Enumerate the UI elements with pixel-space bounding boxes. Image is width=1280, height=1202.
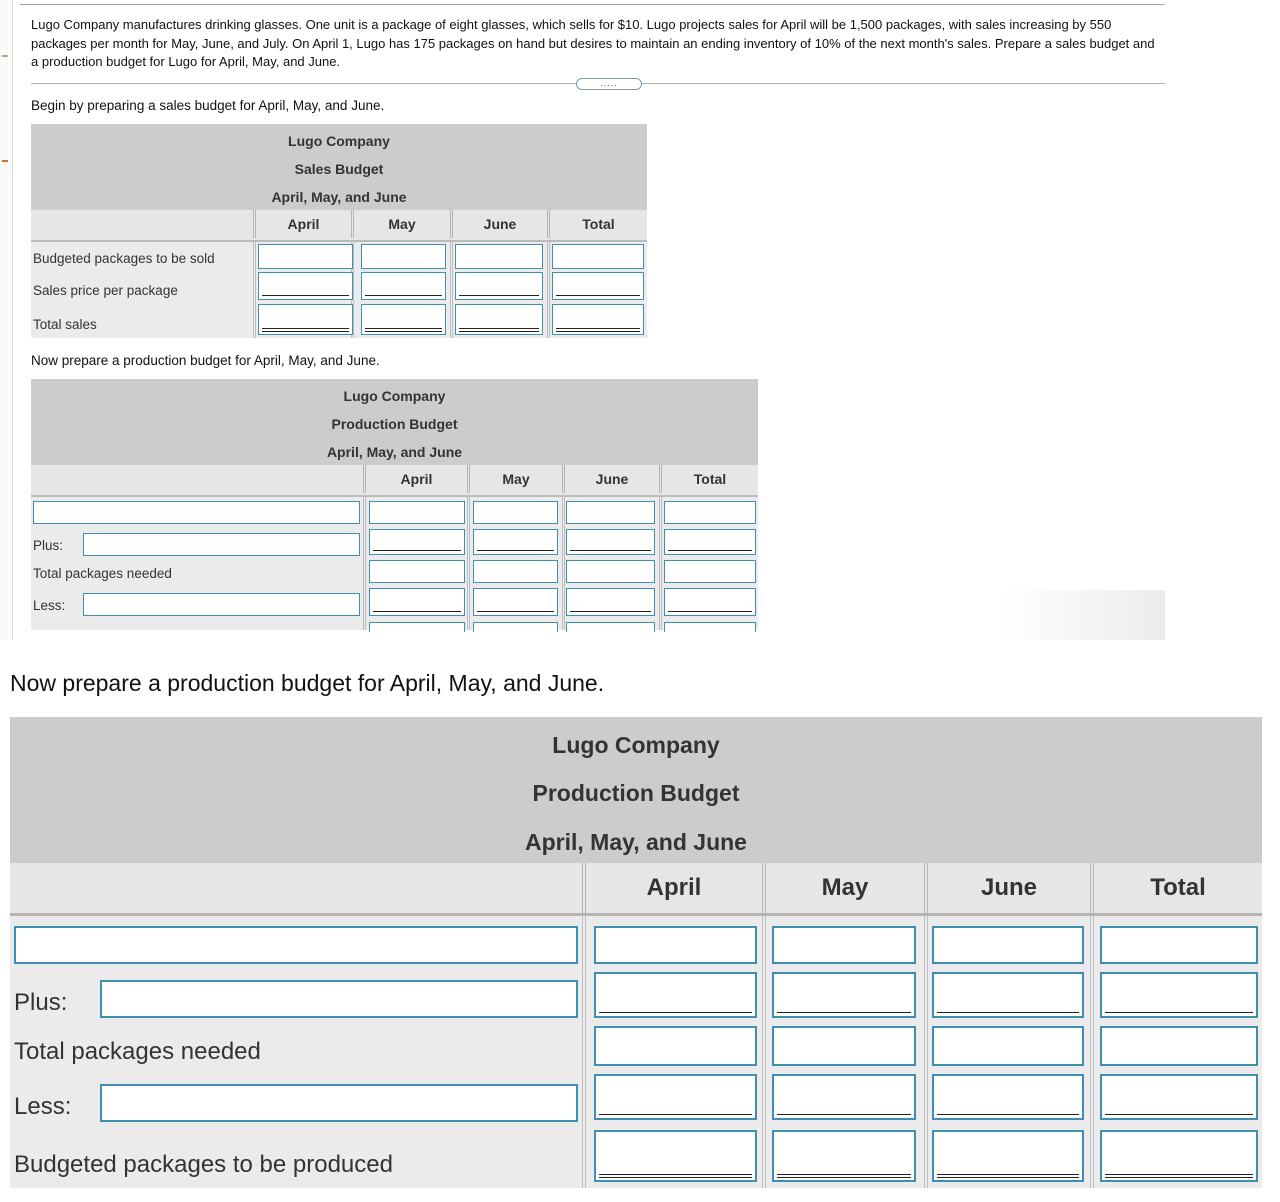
- row-label-total-sales: Total sales: [33, 317, 97, 332]
- divider: [253, 242, 256, 338]
- sales-total-price-input[interactable]: [552, 272, 644, 300]
- production-large-april-r3[interactable]: [594, 1026, 757, 1066]
- production-large-total-needed-label: Total packages needed: [14, 1038, 261, 1065]
- production-large-col-april: April: [582, 863, 762, 913]
- fade-overlay: [1000, 590, 1165, 640]
- problem-statement: Lugo Company manufactures drinking glasses. One unit is a package of eight glasses, which sells for $10. Lugo projects sales for April will be 1,500 packages, with sales increasing by 550 packages per month for May, June, and July. On April 1, Lugo has 175 packages on hand but desires to maintain an ending inventory of 10% of the next month's sales. Prepare a sales budget and a production budget for Lugo for April, May, and June.: [31, 17, 1155, 69]
- production-large-total-r5[interactable]: [1100, 1130, 1258, 1182]
- sales-april-total-input[interactable]: [258, 304, 353, 335]
- production-large-label-input-1[interactable]: [14, 926, 578, 964]
- production-large-may-r1[interactable]: [772, 926, 916, 964]
- production-small-plus-input[interactable]: [83, 533, 360, 556]
- left-margin-strip: [0, 0, 13, 640]
- production-small-june-r5[interactable]: [566, 622, 655, 632]
- production-large-header: [10, 717, 1262, 863]
- row-label-sales-price: Sales price per package: [33, 283, 178, 298]
- production-instruction-large: Now prepare a production budget for April, May, and June.: [10, 670, 605, 696]
- sales-june-total-input[interactable]: [455, 304, 543, 335]
- production-small-company: Lugo Company: [343, 388, 446, 404]
- production-large-may-r2[interactable]: [772, 972, 916, 1018]
- production-small-april-r4[interactable]: [369, 588, 465, 616]
- production-small-less-input[interactable]: [83, 593, 360, 616]
- sales-april-price-input[interactable]: [258, 272, 353, 300]
- production-small-may-r4[interactable]: [473, 588, 558, 616]
- production-small-period: April, May, and June: [326, 444, 463, 460]
- production-small-less-label: Less:: [33, 598, 66, 613]
- production-large-produced-label: Budgeted packages to be produced: [14, 1151, 393, 1178]
- divider: [562, 497, 565, 630]
- production-large-april-r5[interactable]: [594, 1130, 757, 1182]
- divider: [762, 916, 766, 1188]
- production-large-june-r3[interactable]: [932, 1026, 1084, 1066]
- production-large-title: Production Budget: [532, 780, 740, 806]
- production-small-june-r4[interactable]: [566, 588, 655, 616]
- production-large-total-r1[interactable]: [1100, 926, 1258, 964]
- production-large-col-june: June: [924, 863, 1090, 913]
- production-small-may-r3[interactable]: [473, 560, 558, 583]
- divider: [450, 242, 453, 338]
- sales-column-header-row: [31, 210, 647, 242]
- sales-april-packages-input[interactable]: [258, 244, 353, 269]
- production-small-total-r4[interactable]: [664, 588, 756, 616]
- sales-col-april: April: [253, 210, 351, 238]
- sales-total-packages-input[interactable]: [552, 244, 644, 269]
- sales-col-total: Total: [547, 210, 647, 238]
- production-small-col-june: June: [562, 465, 659, 493]
- production-small-column-header-row: [31, 465, 758, 497]
- production-small-total-r3[interactable]: [664, 560, 756, 583]
- production-small-june-r3[interactable]: [566, 560, 655, 583]
- production-large-column-header-row: [10, 863, 1262, 916]
- production-small-total-r1[interactable]: [664, 501, 756, 524]
- production-small-april-r3[interactable]: [369, 560, 465, 583]
- production-small-april-r2[interactable]: [369, 529, 465, 555]
- production-small-may-r5[interactable]: [473, 622, 558, 632]
- top-divider: [20, 4, 1165, 5]
- sales-may-packages-input[interactable]: [361, 244, 446, 269]
- production-large-plus-input[interactable]: [100, 980, 578, 1018]
- sales-may-total-input[interactable]: [361, 304, 446, 335]
- sales-budget-body: [31, 242, 647, 338]
- production-small-total-r5[interactable]: [664, 622, 756, 632]
- production-small-col-total: Total: [659, 465, 758, 493]
- production-large-may-r3[interactable]: [772, 1026, 916, 1066]
- production-small-label-input-1[interactable]: [33, 501, 360, 524]
- row-label-packages-sold: Budgeted packages to be sold: [33, 251, 215, 266]
- sales-total-total-input[interactable]: [552, 304, 644, 335]
- production-large-total-r2[interactable]: [1100, 972, 1258, 1018]
- production-small-col-april: April: [363, 465, 467, 493]
- expand-button[interactable]: .....: [576, 78, 642, 90]
- sales-june-packages-input[interactable]: [455, 244, 543, 269]
- sales-budget-header: [31, 124, 647, 210]
- production-large-june-r5[interactable]: [932, 1130, 1084, 1182]
- divider: [659, 497, 662, 630]
- sales-company-name: Lugo Company: [288, 133, 390, 149]
- production-small-april-r1[interactable]: [369, 501, 465, 524]
- production-small-plus-label: Plus:: [33, 538, 64, 553]
- production-large-april-r1[interactable]: [594, 926, 757, 964]
- production-large-june-r1[interactable]: [932, 926, 1084, 964]
- sales-col-may: May: [351, 210, 450, 238]
- production-small-total-needed-label: Total packages needed: [33, 566, 172, 581]
- production-large-total-r4[interactable]: [1100, 1074, 1258, 1120]
- divider: [363, 497, 366, 630]
- production-small-may-r1[interactable]: [473, 501, 558, 524]
- sales-june-price-input[interactable]: [455, 272, 543, 300]
- production-large-may-r4[interactable]: [772, 1074, 916, 1120]
- production-small-may-r2[interactable]: [473, 529, 558, 555]
- production-large-period: April, May, and June: [525, 829, 747, 855]
- production-large-body: [10, 916, 1262, 1188]
- divider: [924, 916, 928, 1188]
- sales-may-price-input[interactable]: [361, 272, 446, 300]
- production-small-header: [31, 379, 758, 465]
- divider: [467, 497, 470, 630]
- top-screenshot: [0, 0, 1170, 640]
- sales-col-june: June: [450, 210, 547, 238]
- production-large-june-r2[interactable]: [932, 972, 1084, 1018]
- production-small-title: Production Budget: [331, 416, 458, 432]
- production-large-may-r5[interactable]: [772, 1130, 916, 1182]
- production-large-april-r4[interactable]: [594, 1074, 757, 1120]
- production-small-total-r2[interactable]: [664, 529, 756, 555]
- production-large-plus-label: Plus:: [14, 989, 68, 1016]
- production-small-col-may: May: [467, 465, 562, 493]
- divider: [582, 916, 586, 1188]
- production-small-april-r5[interactable]: [369, 622, 465, 632]
- production-large-less-input[interactable]: [100, 1084, 578, 1122]
- production-small-body: [31, 497, 758, 630]
- production-large-col-may: May: [762, 863, 924, 913]
- sales-budget-period: April, May, and June: [271, 189, 407, 205]
- production-large-june-r4[interactable]: [932, 1074, 1084, 1120]
- divider: [547, 242, 550, 338]
- production-large-col-total: Total: [1090, 863, 1262, 913]
- production-large-total-r3[interactable]: [1100, 1026, 1258, 1066]
- production-large-april-r2[interactable]: [594, 972, 757, 1018]
- production-large-company: Lugo Company: [552, 732, 720, 758]
- production-large-less-label: Less:: [14, 1093, 72, 1120]
- sales-budget-title: Sales Budget: [294, 161, 384, 177]
- production-small-june-r1[interactable]: [566, 501, 655, 524]
- divider: [1090, 916, 1094, 1188]
- sales-instruction: Begin by preparing a sales budget for April, May, and June.: [31, 98, 385, 113]
- production-instruction-small: Now prepare a production budget for April, May, and June.: [31, 353, 380, 368]
- production-small-june-r2[interactable]: [566, 529, 655, 555]
